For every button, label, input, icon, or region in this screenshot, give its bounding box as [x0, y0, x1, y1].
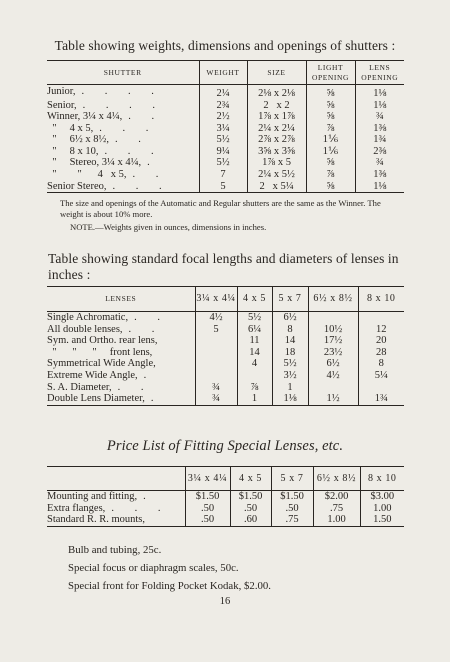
price-table	[47, 466, 404, 527]
row-name: Junior,	[47, 86, 76, 98]
row-name: Double Lens Diameter,	[47, 393, 145, 405]
col-header-size: SIZE	[247, 61, 306, 85]
cell-weight: 2¼	[199, 85, 247, 100]
table-row	[47, 181, 404, 193]
table-row	[47, 169, 404, 181]
table-row	[47, 491, 404, 503]
table-cell: .75	[271, 514, 313, 526]
table-cell: 1¾	[358, 393, 404, 405]
row-label	[47, 157, 199, 169]
cell-size: 3⅝ x 3⅝	[247, 146, 306, 158]
table-cell: .50	[185, 503, 230, 515]
table-row	[47, 382, 404, 394]
extra-line: Bulb and tubing, 25c.	[68, 544, 162, 556]
row-name: Single Achromatic,	[47, 312, 129, 323]
cell-lens: 1⅛	[355, 85, 404, 100]
table-row	[47, 335, 404, 347]
table-cell: 1.00	[360, 503, 404, 515]
row-name: Symmetrical Wide Angle,	[47, 358, 156, 370]
table-cell	[195, 358, 237, 370]
row-label	[47, 335, 195, 347]
cell-size: 2¼ x 2¼	[247, 123, 306, 135]
cell-light: 1⅙	[306, 146, 355, 158]
row-leader-dots	[152, 347, 158, 358]
row-label	[47, 100, 199, 112]
table-cell: .50	[271, 503, 313, 515]
table-cell: 4	[237, 358, 272, 370]
row-leader-dots: . . .	[99, 122, 158, 134]
row-label	[47, 514, 185, 526]
table3-title: Price List of Fitting Special Lenses, etc.	[106, 438, 344, 454]
row-leader-dots: . .	[115, 134, 150, 146]
extra-line: Special focus or diaphragm scales, 50c.	[68, 562, 239, 574]
cell-lens: 1⅜	[355, 123, 404, 135]
col-header: 3¼ x 4¼	[185, 467, 230, 491]
table-cell	[358, 312, 404, 324]
cell-size: 2 x 2	[247, 100, 306, 112]
cell-light: ⅞	[306, 169, 355, 181]
cell-weight: 9¼	[199, 146, 247, 158]
table-row	[47, 358, 404, 370]
row-name: Senior,	[47, 99, 77, 111]
cell-size: 2¼ x 5½	[247, 169, 306, 181]
table1-title: Table showing weights, dimensions and openings of shutters :	[54, 38, 396, 53]
row-leader-dots	[145, 514, 151, 525]
page-number: 16	[219, 596, 231, 607]
row-leader-dots: . .	[117, 381, 153, 393]
cell-weight: 2¾	[199, 100, 247, 112]
table-cell: 20	[358, 335, 404, 347]
cell-light: ⅝	[306, 85, 355, 100]
row-name: Extreme Wide Angle,	[47, 369, 138, 381]
table-cell: 23½	[308, 347, 358, 359]
cell-weight: 5½	[199, 157, 247, 169]
table-cell: 6½	[308, 358, 358, 370]
table-row	[47, 100, 404, 112]
cell-lens: ¾	[355, 111, 404, 123]
row-leader-dots: . .	[132, 169, 168, 181]
table-cell: $1.50	[185, 491, 230, 503]
table-row	[47, 347, 404, 359]
table-cell: 12	[358, 324, 404, 336]
table-cell: 3½	[272, 370, 308, 382]
table-cell: .60	[230, 514, 271, 526]
table-cell	[308, 382, 358, 394]
table-cell: 5½	[272, 358, 308, 370]
cell-weight: 5½	[199, 134, 247, 146]
row-leader-dots: .	[150, 393, 163, 405]
row-name: " " " front lens,	[47, 346, 153, 358]
table-cell: 8	[272, 324, 308, 336]
table-cell: 14	[272, 335, 308, 347]
col-header: 8 x 10	[358, 287, 404, 312]
table-cell: ¾	[195, 382, 237, 394]
col-header: 3¼ x 4¼	[195, 287, 237, 312]
table-row	[47, 370, 404, 382]
row-name: Senior Stereo,	[47, 180, 107, 192]
table-cell: 1½	[308, 393, 358, 405]
row-name: " 8 x 10,	[47, 145, 99, 157]
cell-lens: 1⅜	[355, 169, 404, 181]
table-cell: 14	[237, 347, 272, 359]
row-label	[47, 324, 195, 336]
row-leader-dots: . . .	[111, 502, 170, 514]
table2-title: Table showing standard focal lengths and diameters of lenses in inches :	[48, 251, 399, 282]
table-cell: 18	[272, 347, 308, 359]
col-header	[47, 467, 185, 491]
row-label	[47, 111, 199, 123]
table-cell: 1.50	[360, 514, 404, 526]
cell-light: ⅝	[306, 111, 355, 123]
row-leader-dots: .	[143, 491, 155, 502]
table-row	[47, 134, 404, 146]
cell-size: 1⅞ x 5	[247, 157, 306, 169]
row-leader-dots	[158, 335, 164, 346]
cell-weight: 7	[199, 169, 247, 181]
table-cell	[237, 370, 272, 382]
table1-note-weight: The size and openings of the Automatic and Regular shutters are the same as the Winner. The weight is about 10% more.	[60, 198, 381, 219]
cell-size: 2 x 5¼	[247, 181, 306, 193]
row-label	[47, 358, 195, 370]
cell-weight: 5	[199, 181, 247, 193]
row-label	[47, 382, 195, 394]
table-row	[47, 393, 404, 405]
row-name: " " 4 x 5,	[47, 169, 127, 181]
table-cell: 5	[195, 324, 237, 336]
table-cell: 1⅛	[272, 393, 308, 405]
table-cell	[308, 312, 358, 324]
col-header: 5 x 7	[271, 467, 313, 491]
row-name: Standard R. R. mounts,	[47, 514, 146, 526]
table-row	[47, 123, 404, 135]
table-cell: 5½	[237, 312, 272, 324]
table-cell: 5¼	[358, 370, 404, 382]
row-label	[47, 312, 195, 324]
table-cell	[195, 347, 237, 359]
col-header: 6½ x 8½	[308, 287, 358, 312]
row-label	[47, 491, 185, 503]
row-leader-dots: .	[143, 369, 156, 381]
cell-light: ⅝	[306, 157, 355, 169]
table-cell: 1.00	[313, 514, 360, 526]
table-cell: 28	[358, 347, 404, 359]
table-cell: 11	[237, 335, 272, 347]
row-label	[47, 134, 199, 146]
cell-light: 1⅙	[306, 134, 355, 146]
extra-line: Special front for Folding Pocket Kodak, $2.00.	[68, 580, 272, 592]
table-cell	[195, 370, 237, 382]
table-cell: $2.00	[313, 491, 360, 503]
table-cell: 4½	[195, 312, 237, 324]
row-leader-dots: .	[147, 157, 159, 169]
table-cell: 6¼	[237, 324, 272, 336]
table-cell: 8	[358, 358, 404, 370]
cell-lens: 1¾	[355, 134, 404, 146]
row-label	[47, 123, 199, 135]
col-header: 8 x 10	[360, 467, 404, 491]
table-cell: 17½	[308, 335, 358, 347]
col-header: 4 x 5	[230, 467, 271, 491]
row-label	[47, 347, 195, 359]
col-header: 6½ x 8½	[313, 467, 360, 491]
row-leader-dots: . .	[128, 323, 164, 335]
table-row	[47, 111, 404, 123]
table-row	[47, 324, 404, 336]
row-leader-dots: . . .	[104, 145, 163, 157]
col-header: 5 x 7	[272, 287, 308, 312]
table-cell: 10½	[308, 324, 358, 336]
cell-weight: 2½	[199, 111, 247, 123]
row-name: S. A. Diameter,	[47, 381, 112, 393]
row-name: Mounting and fitting,	[47, 491, 138, 502]
row-name: Winner, 3¼ x 4¼,	[47, 111, 123, 123]
row-label	[47, 85, 199, 100]
col-header: 4 x 5	[237, 287, 272, 312]
table-cell: ¾	[195, 393, 237, 405]
row-label	[47, 169, 199, 181]
cell-lens: 1⅛	[355, 100, 404, 112]
row-label	[47, 146, 199, 158]
row-label	[47, 393, 195, 405]
table-cell: .50	[185, 514, 230, 526]
table-cell: 1	[237, 393, 272, 405]
table-cell: $1.50	[271, 491, 313, 503]
table-row	[47, 503, 404, 515]
row-name: Sym. and Ortho. rear lens,	[47, 335, 158, 347]
cell-light: ⅝	[306, 181, 355, 193]
table-cell: $1.50	[230, 491, 271, 503]
extras-list	[68, 541, 408, 595]
col-header: LENSES	[47, 287, 195, 312]
table1-note-units: NOTE.—Weights given in ounces, dimensions in inches.	[70, 222, 267, 232]
cell-size: 2⅛ x 2⅛	[247, 85, 306, 100]
table-row	[47, 514, 404, 526]
row-label	[47, 503, 185, 515]
cell-lens: 2⅜	[355, 146, 404, 158]
table-row	[47, 157, 404, 169]
table-cell: $3.00	[360, 491, 404, 503]
cell-size: 2⅞ x 2⅞	[247, 134, 306, 146]
table-cell: 4½	[308, 370, 358, 382]
table-row	[47, 312, 404, 324]
cell-lens: 1⅛	[355, 181, 404, 193]
row-name: " Stereo, 3¼ x 4¼,	[47, 157, 142, 169]
row-name: " 6½ x 8½,	[47, 134, 110, 146]
col-header-light-opening: LIGHT OPENING	[306, 61, 355, 85]
table-cell: 6½	[272, 312, 308, 324]
table-row	[47, 146, 404, 158]
cell-light: ⅞	[306, 123, 355, 135]
row-leader-dots	[156, 358, 162, 369]
table-cell: .75	[313, 503, 360, 515]
table-cell	[195, 335, 237, 347]
col-header-shutter: SHUTTER	[47, 61, 199, 85]
table-cell: .50	[230, 503, 271, 515]
shutter-table	[47, 60, 404, 193]
row-leader-dots: . . .	[112, 180, 171, 192]
table-cell: ⅞	[237, 382, 272, 394]
cell-weight: 3¼	[199, 123, 247, 135]
row-label	[47, 181, 199, 193]
cell-size: 1⅞ x 1⅞	[247, 111, 306, 123]
cell-lens: ¾	[355, 157, 404, 169]
cell-light: ⅝	[306, 100, 355, 112]
row-leader-dots: . .	[134, 312, 169, 323]
col-header-weight: WEIGHT	[199, 61, 247, 85]
table-cell	[358, 382, 404, 394]
row-name: Extra flanges,	[47, 502, 106, 514]
lens-table	[47, 286, 404, 406]
col-header-lens-opening: LENS OPENING	[355, 61, 404, 85]
row-leader-dots: . . . .	[81, 86, 163, 98]
row-name: " 4 x 5,	[47, 122, 94, 134]
table-cell: 1	[272, 382, 308, 394]
row-label	[47, 370, 195, 382]
row-leader-dots: . . . .	[82, 99, 164, 111]
table-row	[47, 85, 404, 100]
row-name: All double lenses,	[47, 323, 123, 335]
row-leader-dots: . .	[128, 111, 164, 123]
